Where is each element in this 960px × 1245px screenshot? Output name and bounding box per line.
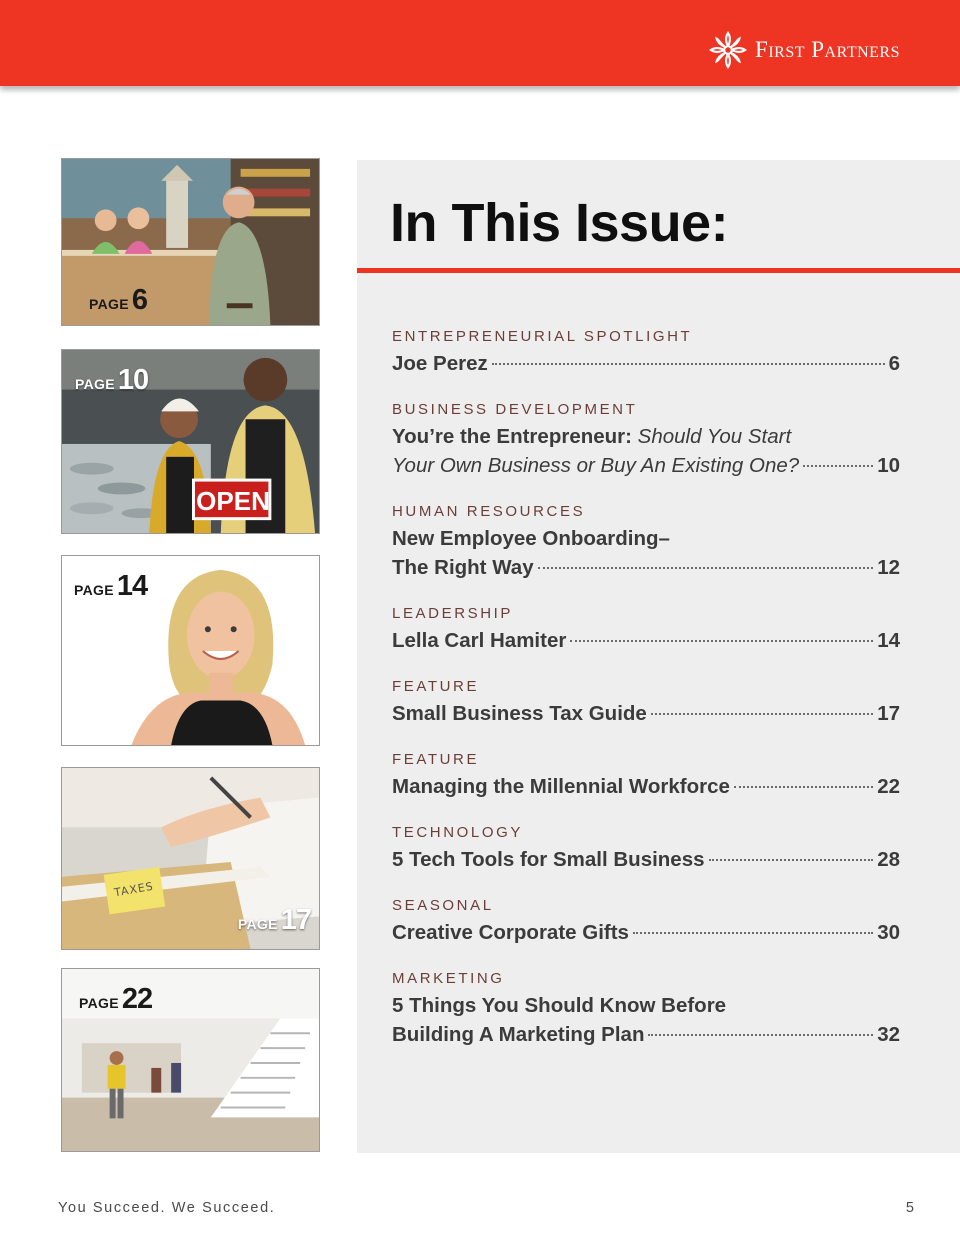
toc-page-number: 6 (888, 352, 900, 375)
toc-page-number: 30 (877, 921, 900, 944)
page-number: 10 (117, 364, 149, 396)
open-sign: OPEN (196, 486, 270, 516)
toc-title-continued: The Right Way (392, 556, 534, 579)
toc-page-number: 17 (877, 702, 900, 725)
title-divider (357, 268, 960, 273)
thumbnail-page-17[interactable] (61, 767, 320, 950)
toc-page-number: 14 (877, 629, 900, 652)
toc-title: You’re the Entrepreneur: (392, 425, 632, 448)
flower-logo-icon (709, 31, 747, 69)
toc-title: 5 Things You Should Know Before (392, 994, 727, 1017)
dot-leader (570, 640, 873, 642)
page-number: 22 (121, 983, 153, 1015)
toc-category: SEASONAL (392, 897, 494, 914)
footer-tagline: You Succeed. We Succeed. (58, 1200, 276, 1216)
toc-title: 5 Tech Tools for Small Business (392, 848, 705, 871)
page-tag-6 (89, 284, 147, 317)
toc-subtitle: Should You Start (637, 425, 792, 448)
page-tag-10 (75, 364, 148, 397)
toc-entry-millennial[interactable] (392, 750, 900, 801)
toc-title-continued: Building A Marketing Plan (392, 1023, 645, 1046)
toc-title: Small Business Tax Guide (392, 702, 647, 725)
page-number: 14 (116, 570, 148, 602)
dot-leader (803, 465, 873, 467)
dot-leader (734, 786, 873, 788)
toc-category: FEATURE (392, 751, 480, 768)
thumbnail-page-14[interactable] (61, 555, 320, 746)
thumbnail-page-10[interactable] (61, 349, 320, 534)
toc-entry-marketing[interactable] (392, 969, 900, 1049)
toc-entry-tech-tools[interactable] (392, 823, 900, 874)
toc-title: Creative Corporate Gifts (392, 921, 629, 944)
toc-category: ENTREPRENEURIAL SPOTLIGHT (392, 328, 693, 345)
thumbnail-page-22[interactable] (61, 968, 320, 1152)
toc-subtitle-continued: Your Own Business or Buy An Existing One? (392, 454, 800, 477)
page-number: 6 (131, 284, 147, 316)
page-word: PAGE (75, 376, 115, 392)
toc-title: Managing the Millennial Workforce (392, 775, 730, 798)
toc-page-number: 32 (877, 1023, 900, 1046)
toc-page-number: 28 (877, 848, 900, 871)
toc-entry-corporate-gifts[interactable] (392, 896, 900, 947)
dot-leader (709, 859, 874, 861)
dot-leader (651, 713, 873, 715)
toc-entry-joe-perez[interactable] (392, 327, 900, 378)
toc-category: HUMAN RESOURCES (392, 503, 586, 520)
toc-entry-onboarding[interactable] (392, 502, 900, 582)
toc-page-number: 12 (877, 556, 900, 579)
page-tag-22 (79, 983, 152, 1016)
toc-title: New Employee Onboarding– (392, 527, 670, 550)
toc-entry-tax-guide[interactable] (392, 677, 900, 728)
toc-category: BUSINESS DEVELOPMENT (392, 401, 638, 418)
page-word: PAGE (237, 916, 278, 932)
taxes-note: TAXES (113, 879, 155, 900)
toc-category: LEADERSHIP (392, 605, 514, 622)
dot-leader (633, 932, 873, 934)
dot-leader (538, 567, 874, 569)
toc-page-number: 22 (877, 775, 900, 798)
page-word: PAGE (89, 296, 129, 312)
brand-name: First Partners (755, 37, 900, 62)
toc-page-number: 10 (877, 454, 900, 477)
toc-category: FEATURE (392, 678, 480, 695)
page-tag-17 (238, 904, 311, 937)
footer-page-number: 5 (905, 1200, 914, 1216)
dot-leader (648, 1034, 873, 1036)
toc-title: Joe Perez (392, 352, 488, 375)
toc-entry-leadership[interactable] (392, 604, 900, 655)
toc-entry-entrepreneur[interactable] (392, 400, 900, 480)
header-bar (0, 0, 960, 86)
contents-panel (357, 160, 960, 1153)
page-word: PAGE (79, 995, 119, 1011)
page-title: In This Issue: (390, 193, 729, 253)
page-number: 17 (280, 904, 311, 936)
brand-logo (709, 30, 900, 70)
dot-leader (492, 363, 885, 365)
toc-category: TECHNOLOGY (392, 824, 524, 841)
thumbnail-page-6[interactable] (61, 158, 320, 326)
page-tag-14 (74, 570, 147, 603)
page-word: PAGE (74, 582, 114, 598)
toc-title: Lella Carl Hamiter (392, 629, 567, 652)
toc-category: MARKETING (392, 970, 505, 987)
